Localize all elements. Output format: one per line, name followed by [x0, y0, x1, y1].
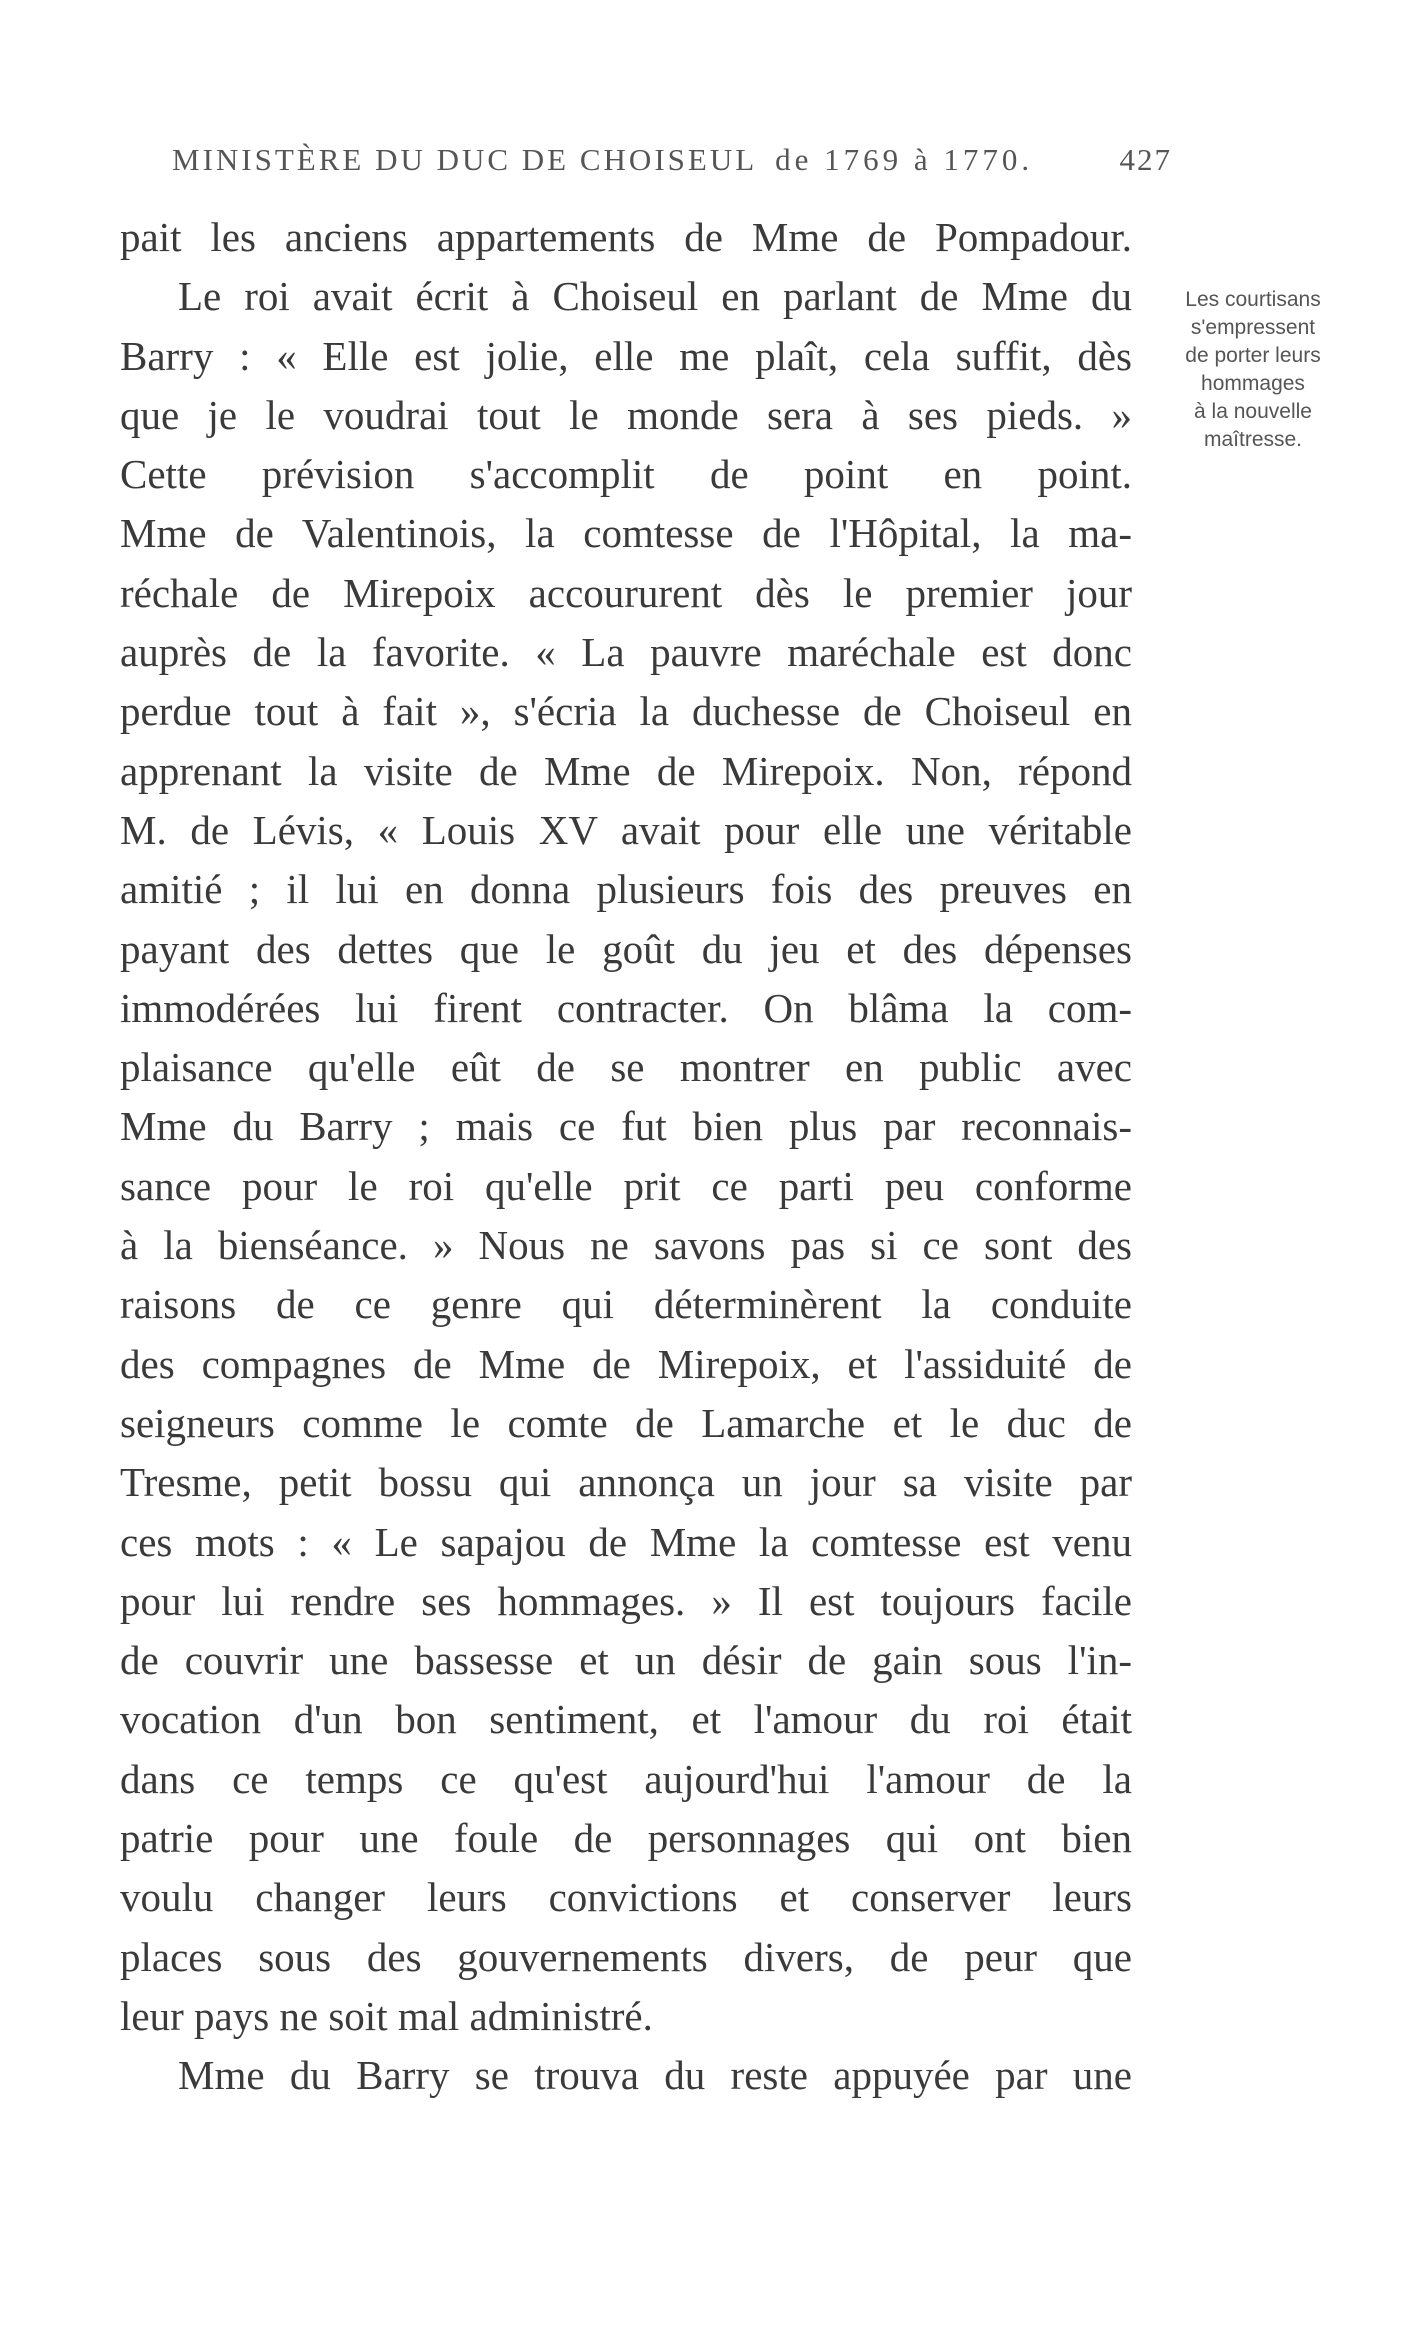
running-head	[172, 142, 1172, 178]
text-line: de couvrir une bassesse et un désir de gain sous l'in-	[120, 1637, 1132, 1684]
text-line: pour lui rendre ses hommages. » Il est toujours facile	[120, 1577, 1132, 1624]
text-line: seigneurs comme le comte de Lamarche et le duc de	[120, 1399, 1132, 1446]
text-line: places sous des gouvernements divers, de peur que	[120, 1933, 1132, 1980]
text-line: plaisance qu'elle eût de se montrer en public avec	[120, 1044, 1132, 1091]
running-head-title: MINISTÈRE DU DUC DE CHOISEUL	[172, 142, 758, 177]
text-line: réchale de Mirepoix accoururent dès le premier jour	[120, 569, 1132, 616]
text-line: apprenant la visite de Mme de Mirepoix. Non, répond	[120, 747, 1132, 794]
text-line: Le roi avait écrit à Choiseul en parlant de Mme du	[178, 273, 1132, 320]
text-line: que je le voudrai tout le monde sera à ses pieds. »	[120, 391, 1132, 438]
margin-note-line: de porter leurs	[1185, 344, 1321, 367]
margin-note-line: à la nouvelle	[1194, 400, 1312, 423]
text-line: Barry : « Elle est jolie, elle me plaît, cela suffit, dès	[120, 332, 1132, 379]
text-line: des compagnes de Mme de Mirepoix, et l'assiduité de	[120, 1340, 1132, 1387]
margin-note-line: Les courtisans	[1185, 288, 1321, 311]
text-line: amitié ; il lui en donna plusieurs fois des preuves en	[120, 866, 1132, 913]
text-line: vocation d'un bon sentiment, et l'amour du roi était	[120, 1696, 1132, 1743]
margin-note	[1140, 286, 1366, 454]
margin-note-line: maîtresse.	[1203, 428, 1303, 451]
body-text	[120, 208, 1132, 2106]
text-line: Tresme, petit bossu qui annonça un jour sa visite par	[120, 1459, 1132, 1506]
running-head-dates: de 1769 à 1770.	[775, 142, 1034, 177]
text-line: raisons de ce genre qui déterminèrent la conduite	[120, 1281, 1132, 1328]
text-line: pait les anciens appartements de Mme de Pompadour.	[120, 214, 1132, 260]
text-line: à la bienséance. » Nous ne savons pas si ce sont des	[120, 1222, 1132, 1269]
text-line: sance pour le roi qu'elle prit ce parti peu conforme	[120, 1162, 1132, 1209]
text-line: Mme du Barry se trouva du reste appuyée par une	[178, 2052, 1132, 2099]
text-line: dans ce temps ce qu'est aujourd'hui l'amour de la	[120, 1755, 1132, 1802]
text-line: ces mots : « Le sapajou de Mme la comtesse est venu	[120, 1518, 1132, 1565]
text-line: Mme de Valentinois, la comtesse de l'Hôpital, la ma-	[120, 510, 1132, 557]
text-line: voulu changer leurs convictions et conserver leurs	[120, 1874, 1132, 1921]
text-line: payant des dettes que le goût du jeu et des dépenses	[120, 925, 1132, 972]
text-line: immodérées lui firent contracter. On blâma la com-	[120, 984, 1132, 1031]
text-line: Cette prévision s'accomplit de point en point.	[120, 451, 1132, 498]
text-line: Mme du Barry ; mais ce fut bien plus par reconnais-	[120, 1103, 1132, 1150]
text-line: perdue tout à fait », s'écria la duchesse de Choiseul en	[120, 688, 1132, 735]
margin-note-line: hommages	[1201, 372, 1305, 395]
text-line: auprès de la favorite. « La pauvre maréchale est donc	[120, 629, 1132, 676]
page-number: 427	[1119, 142, 1172, 177]
text-line: leur pays ne soit mal administré.	[120, 1992, 653, 2039]
text-line: M. de Lévis, « Louis XV avait pour elle une véritable	[120, 806, 1132, 853]
margin-note-line: s'empressent	[1190, 316, 1316, 339]
text-line: patrie pour une foule de personnages qui ont bien	[120, 1815, 1132, 1862]
